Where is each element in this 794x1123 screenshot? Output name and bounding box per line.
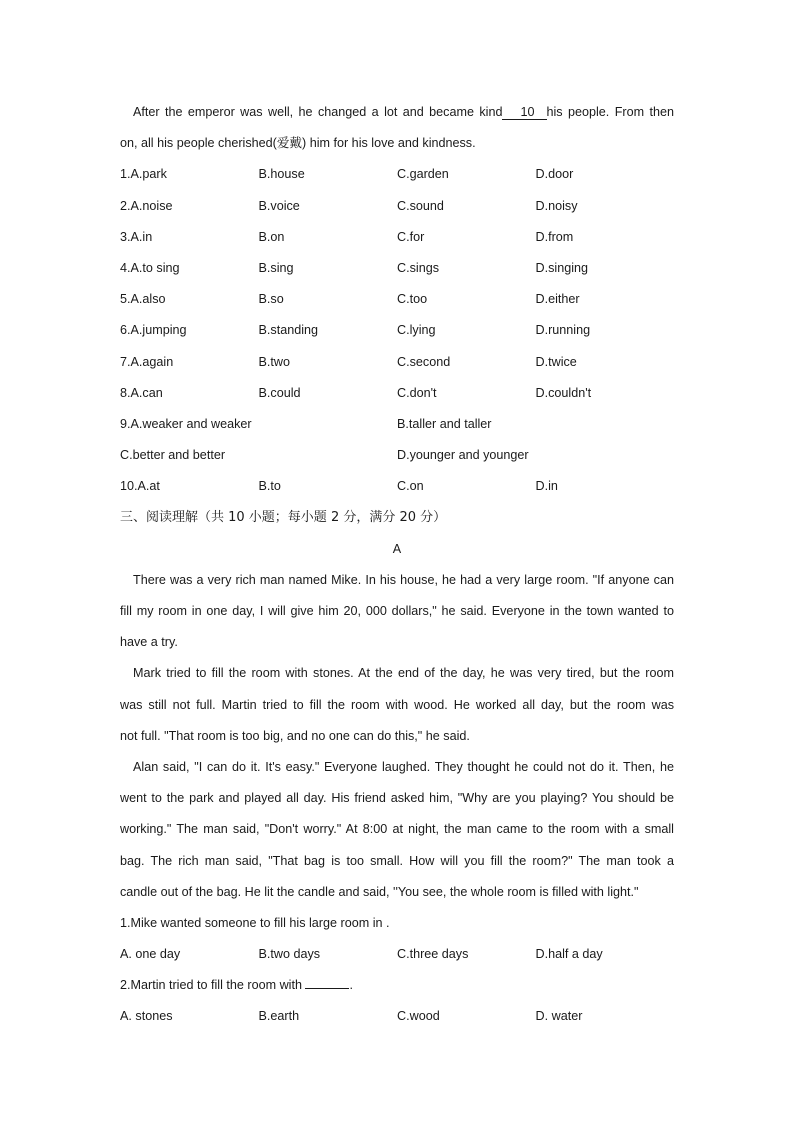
- cloze-option-row: [120, 284, 674, 315]
- cloze-end-line-1: [120, 97, 674, 128]
- option-b: B.two: [258, 354, 290, 369]
- cloze-option-row-9a: [120, 409, 674, 440]
- question-1-options: [120, 939, 674, 970]
- question-1-stem: 1.Mike wanted someone to fill his large room in .: [120, 915, 390, 930]
- option-a: 4.A.to sing: [120, 260, 180, 275]
- option-a: 7.A.again: [120, 354, 174, 369]
- answer-blank: [305, 976, 349, 989]
- option-c: C.too: [397, 292, 428, 307]
- content: [120, 97, 674, 1033]
- passage-label: A: [392, 541, 402, 556]
- section-heading: 三、阅读理解（共 10 小题；每小题 2 分，满分 20 分）: [120, 510, 447, 526]
- option-b: B.sing: [258, 260, 294, 275]
- option-b: B.on: [258, 229, 285, 244]
- option-c: C.on: [397, 479, 424, 494]
- option-c: C.wood: [397, 1009, 440, 1024]
- option-c: C.sound: [397, 198, 444, 213]
- passage-line: went to the park and played all day. His friend asked him, "Why are you playing? You should be: [120, 791, 674, 806]
- option-a: 3.A.in: [120, 229, 153, 244]
- option-c: C.second: [397, 354, 451, 369]
- cloze-option-row: [120, 315, 674, 346]
- question-text: .: [349, 978, 353, 993]
- question-text: 2.Martin tried to fill the room with: [120, 978, 302, 993]
- option-d: D.noisy: [535, 198, 578, 213]
- option-d: D.singing: [535, 260, 589, 275]
- option-a: A. stones: [120, 1009, 173, 1024]
- cloze-option-row: [120, 378, 674, 409]
- option-a: 8.A.can: [120, 385, 163, 400]
- option-b: B.so: [258, 292, 284, 307]
- option-a: 6.A.jumping: [120, 323, 187, 338]
- option-d: D.twice: [535, 354, 577, 369]
- option-d: D. water: [535, 1009, 583, 1024]
- answer-blank-10: 10: [502, 105, 546, 120]
- passage-line: fill my room in one day, I will give him 20, 000 dollars," he said. Everyone in the town wanted to: [120, 604, 674, 618]
- option-b: B.earth: [258, 1009, 300, 1024]
- option-a: 5.A.also: [120, 292, 166, 307]
- option-c: C.sings: [397, 260, 439, 275]
- option-c: C.lying: [397, 323, 436, 338]
- option-a: 10.A.at: [120, 479, 160, 494]
- cloze-option-row: [120, 253, 674, 284]
- option-b: B.voice: [258, 198, 300, 213]
- passage-line: was still not full. Martin tried to fill the room with wood. He worked all day, but the room was: [120, 697, 674, 712]
- option-b: B.could: [258, 385, 301, 400]
- option-b: B.house: [258, 167, 305, 182]
- passage-line: working." The man said, "Don't worry." At 8:00 at night, the man came to the room with a small: [120, 822, 674, 837]
- option-d: D.in: [535, 479, 558, 494]
- passage-line: Mark tried to fill the room with stones. At the end of the day, he was very tired, but the room: [133, 666, 674, 681]
- passage-line: bag. The rich man said, "That bag is too small. How will you fill the room?" The man took a: [120, 853, 674, 868]
- option-b: B.two days: [258, 947, 321, 962]
- option-c: C.garden: [397, 167, 449, 182]
- option-d: D.either: [535, 292, 580, 307]
- question-2-stem: [120, 970, 674, 1001]
- cloze-option-row: [120, 191, 674, 222]
- passage-line: not full. "That room is too big, and no one can do this," he said.: [120, 728, 470, 743]
- option-d: D.couldn't: [535, 385, 592, 400]
- option-c: C.don't: [397, 385, 437, 400]
- cloze-end-line-2: on, all his people cherished(爱戴) him for his love and kindness.: [120, 136, 476, 151]
- option-c: C.for: [397, 229, 425, 244]
- option-d: D.half a day: [535, 947, 603, 962]
- passage-line: Alan said, "I can do it. It's easy." Everyone laughed. They thought he could not do it. Then, he: [133, 759, 674, 774]
- cloze-option-row: [120, 222, 674, 253]
- option-a: 1.A.park: [120, 167, 167, 182]
- cloze-option-row-10: [120, 471, 674, 502]
- option-d: D.from: [535, 229, 574, 244]
- cloze-option-row: [120, 347, 674, 378]
- option-b: B.to: [258, 479, 281, 494]
- option-b: B.taller and taller: [397, 416, 492, 431]
- passage-line: There was a very rich man named Mike. In his house, he had a very large room. "If anyone can: [133, 572, 674, 587]
- option-c: C.better and better: [120, 448, 226, 463]
- option-d: D.running: [535, 323, 591, 338]
- cloze-text: After the emperor was well, he changed a lot and became kind: [133, 105, 503, 119]
- option-d: D.younger and younger: [397, 448, 529, 463]
- option-a: A. one day: [120, 947, 181, 962]
- option-a: 9.A.weaker and weaker: [120, 416, 252, 431]
- passage-line: have a try.: [120, 635, 178, 650]
- cloze-option-row: [120, 159, 674, 190]
- cloze-option-row-9b: [120, 440, 674, 471]
- cloze-options: [120, 159, 674, 409]
- option-d: D.door: [535, 167, 574, 182]
- option-a: 2.A.noise: [120, 198, 173, 213]
- option-b: B.standing: [258, 323, 319, 338]
- question-2-options: [120, 1001, 674, 1032]
- cloze-text: his people. From then: [546, 105, 674, 119]
- option-c: C.three days: [397, 947, 469, 962]
- passage-line: candle out of the bag. He lit the candle and said, ''You see, the whole room is filled with light.": [120, 884, 639, 899]
